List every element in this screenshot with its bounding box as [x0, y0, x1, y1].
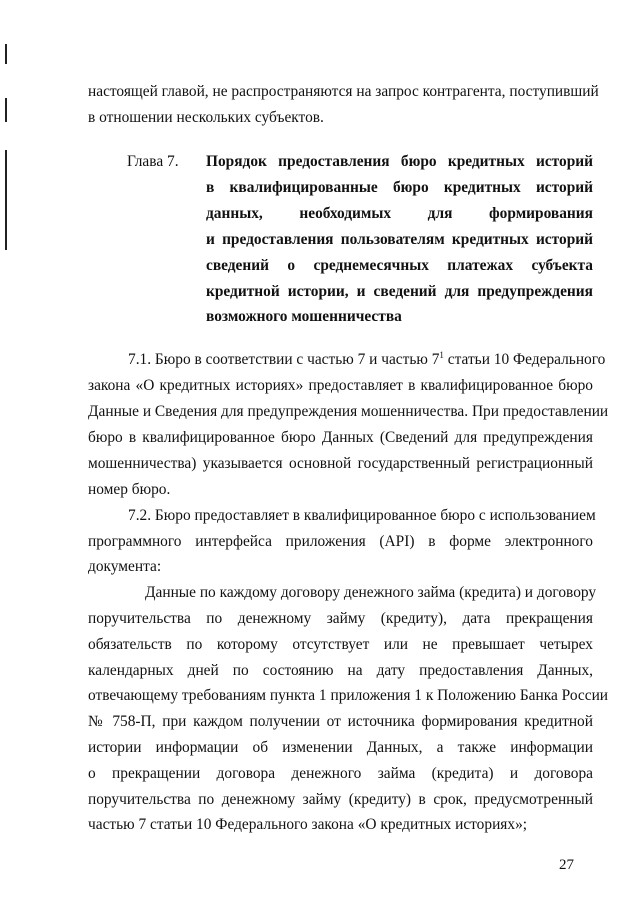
chapter-title-line: кредитной истории, и сведений для предупреждения	[206, 283, 593, 300]
page-number: 27	[559, 857, 574, 873]
margin-mark	[5, 44, 7, 64]
text-line: в отношении нескольких субъектов.	[88, 109, 324, 126]
margin-mark	[5, 150, 7, 250]
chapter-title-line: и предоставления пользователям кредитных историй	[206, 231, 593, 248]
chapter-title-line: в квалифицированные бюро кредитных историй	[206, 179, 593, 196]
text-line: настоящей главой, не распространяются на запрос контрагента, поступивший	[88, 83, 599, 100]
text-line: закона «О кредитных историях» предоставляет в квалифицированное бюро	[88, 377, 593, 394]
chapter-label: Глава 7.	[127, 153, 179, 170]
text-line: бюро в квалифицированное бюро Данных (Сведений для предупреждения	[88, 429, 593, 446]
text-line: поручительства по денежному займу (кредиту), дата прекращения	[88, 610, 593, 627]
text-line: отвечающему требованиям пункта 1 приложения 1 к Положению Банка России	[88, 687, 609, 704]
text-line: обязательств по которому отсутствует или не превышает четырех	[88, 636, 593, 653]
text-line: календарных дней по состоянию на дату предоставления Данных,	[88, 662, 593, 679]
text-line: частью 7 статьи 10 Федерального закона «О кредитных историях»;	[88, 816, 528, 833]
p71-text-b: статьи 10 Федерального	[443, 351, 606, 368]
text-line: документа:	[88, 558, 162, 575]
text-line: поручительства по денежному займу (кредиту) в срок, предусмотренный	[88, 791, 593, 808]
paragraph-first-line: 7.2. Бюро предоставляет в квалифицированное бюро с использованием	[128, 507, 596, 524]
text-line: мошенничества) указывается основной государственный регистрационный	[88, 455, 593, 472]
paragraph-first-line	[128, 350, 606, 370]
margin-mark	[5, 98, 7, 122]
paragraph-first-line: Данные по каждому договору денежного займа (кредита) и договору	[145, 584, 597, 601]
text-line: программного интерфейса приложения (API) в форме электронного	[88, 533, 593, 550]
chapter-title-line: возможного мошенничества	[206, 308, 402, 325]
text-line: номер бюро.	[88, 481, 171, 498]
chapter-title-line: сведений о среднемесячных платежах субъекта	[206, 257, 593, 274]
text-line: № 758-П, при каждом получении от источника формирования кредитной	[88, 713, 593, 730]
text-line: Данные и Сведения для предупреждения мошенничества. При предоставлении	[88, 403, 609, 420]
text-line: истории информации об изменении Данных, а также информации	[88, 739, 593, 756]
superscript: 1	[439, 350, 444, 360]
text-line: о прекращении договора денежного займа (кредита) и договора	[88, 765, 593, 782]
p71-text-a: 7.1. Бюро в соответствии с частью 7 и частью 7	[128, 351, 440, 368]
chapter-title-line: Порядок предоставления бюро кредитных историй	[206, 153, 593, 170]
chapter-title-line: данных, необходимых для формирования	[206, 205, 593, 222]
